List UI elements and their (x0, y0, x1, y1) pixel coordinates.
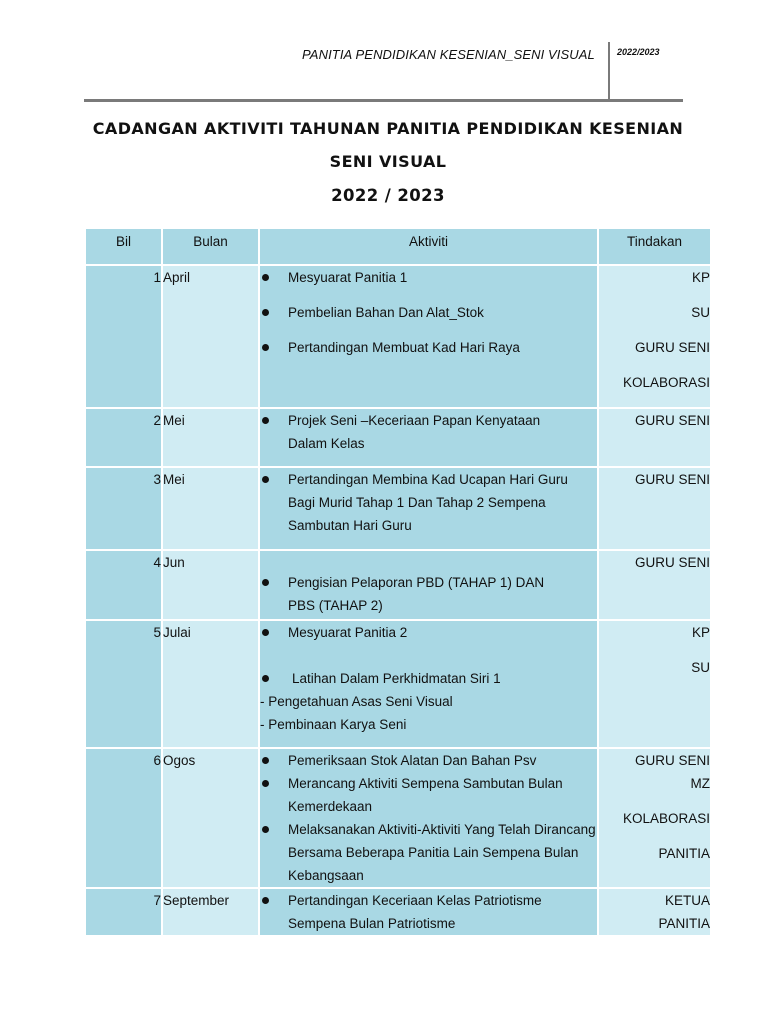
column-header-tindakan: Tindakan (598, 228, 711, 265)
cell-tindakan (598, 748, 711, 888)
action-item: PANITIA (658, 846, 710, 861)
activity-item: Latihan Dalam Perkhidmatan Siri 1 (260, 667, 597, 690)
header-divider-horizontal (84, 99, 683, 102)
table-row (85, 550, 711, 620)
cell-bil: 5 (85, 620, 162, 748)
cell-bulan: Jun (162, 550, 259, 620)
cell-bulan: Mei (162, 467, 259, 550)
cell-bil: 4 (85, 550, 162, 620)
cell-aktiviti (259, 748, 598, 888)
activity-item: Projek Seni –Keceriaan Papan Kenyataan Dalam Kelas (260, 409, 597, 455)
header-divider-vertical (608, 42, 610, 101)
cell-aktiviti (259, 550, 598, 620)
column-header-bulan: Bulan (162, 228, 259, 265)
cell-aktiviti (259, 888, 598, 936)
table-row (85, 888, 711, 936)
document-title: CADANGAN AKTIVITI TAHUNAN PANITIA PENDIDIKAN KESENIAN (92, 119, 684, 138)
cell-bulan: September (162, 888, 259, 936)
table-header-row (85, 228, 711, 265)
activity-item: Pengisian Pelaporan PBD (TAHAP 1) DAN PBS (TAHAP 2) (260, 571, 597, 617)
activity-item: Mesyuarat Panitia 1 (260, 266, 597, 289)
activity-item: Pertandingan Membina Kad Ucapan Hari Guru Bagi Murid Tahap 1 Dan Tahap 2 Sempena Sambutan Hari Guru (260, 468, 597, 537)
cell-bil: 7 (85, 888, 162, 936)
document-year: 2022 / 2023 (331, 186, 445, 205)
cell-tindakan (598, 620, 711, 748)
activity-item: Merancang Aktiviti Sempena Sambutan Bulan Kemerdekaan (260, 772, 597, 818)
action-item: SU (691, 305, 710, 320)
cell-aktiviti (259, 265, 598, 408)
activity-note: - Pengetahuan Asas Seni Visual (260, 694, 453, 709)
cell-bil: 6 (85, 748, 162, 888)
cell-bil: 1 (85, 265, 162, 408)
header-year: 2022/2023 (617, 47, 660, 57)
header-title: PANITIA PENDIDIKAN KESENIAN_SENI VISUAL (302, 47, 595, 62)
cell-bulan: April (162, 265, 259, 408)
action-item: KP (691, 270, 710, 285)
column-header-bil: Bil (85, 228, 162, 265)
action-item: PANITIA (658, 916, 710, 931)
cell-aktiviti (259, 408, 598, 467)
activity-item: Pertandingan Membuat Kad Hari Raya (260, 336, 597, 359)
activity-table (84, 227, 712, 937)
cell-tindakan (598, 888, 711, 936)
action-item: SU (691, 660, 710, 675)
action-item: MZ (690, 776, 710, 791)
action-item: KETUA (664, 893, 710, 908)
table-row (85, 620, 711, 748)
action-item: GURU SENI (634, 555, 710, 570)
cell-aktiviti (259, 467, 598, 550)
cell-aktiviti (259, 620, 598, 748)
cell-bulan: Mei (162, 408, 259, 467)
activity-item: Pembelian Bahan Dan Alat_Stok (260, 301, 597, 324)
action-item: KOLABORASI (622, 811, 710, 826)
action-item: GURU SENI (634, 753, 710, 768)
cell-bil: 3 (85, 467, 162, 550)
table-row (85, 467, 711, 550)
cell-bil: 2 (85, 408, 162, 467)
table-row (85, 408, 711, 467)
activity-item: Pertandingan Keceriaan Kelas Patriotisme Sempena Bulan Patriotisme (260, 889, 597, 935)
cell-tindakan (598, 265, 711, 408)
table-row (85, 748, 711, 888)
cell-tindakan (598, 408, 711, 467)
activity-item: Melaksanakan Aktiviti-Aktiviti Yang Telah Dirancang Bersama Beberapa Panitia Lain Sempena Bulan Kebangsaan (260, 818, 597, 887)
action-item: GURU SENI (634, 413, 710, 428)
cell-bulan: Julai (162, 620, 259, 748)
activity-item: Mesyuarat Panitia 2 (260, 621, 597, 644)
document-subtitle: SENI VISUAL (329, 152, 447, 171)
activity-note: - Pembinaan Karya Seni (260, 717, 407, 732)
action-item: GURU SENI (634, 340, 710, 355)
table-row (85, 265, 711, 408)
cell-tindakan (598, 467, 711, 550)
column-header-aktiviti: Aktiviti (259, 228, 598, 265)
cell-tindakan (598, 550, 711, 620)
activity-item: Pemeriksaan Stok Alatan Dan Bahan Psv (260, 749, 597, 772)
cell-bulan: Ogos (162, 748, 259, 888)
action-item: KP (691, 625, 710, 640)
action-item: KOLABORASI (622, 375, 710, 390)
action-item: GURU SENI (634, 472, 710, 487)
